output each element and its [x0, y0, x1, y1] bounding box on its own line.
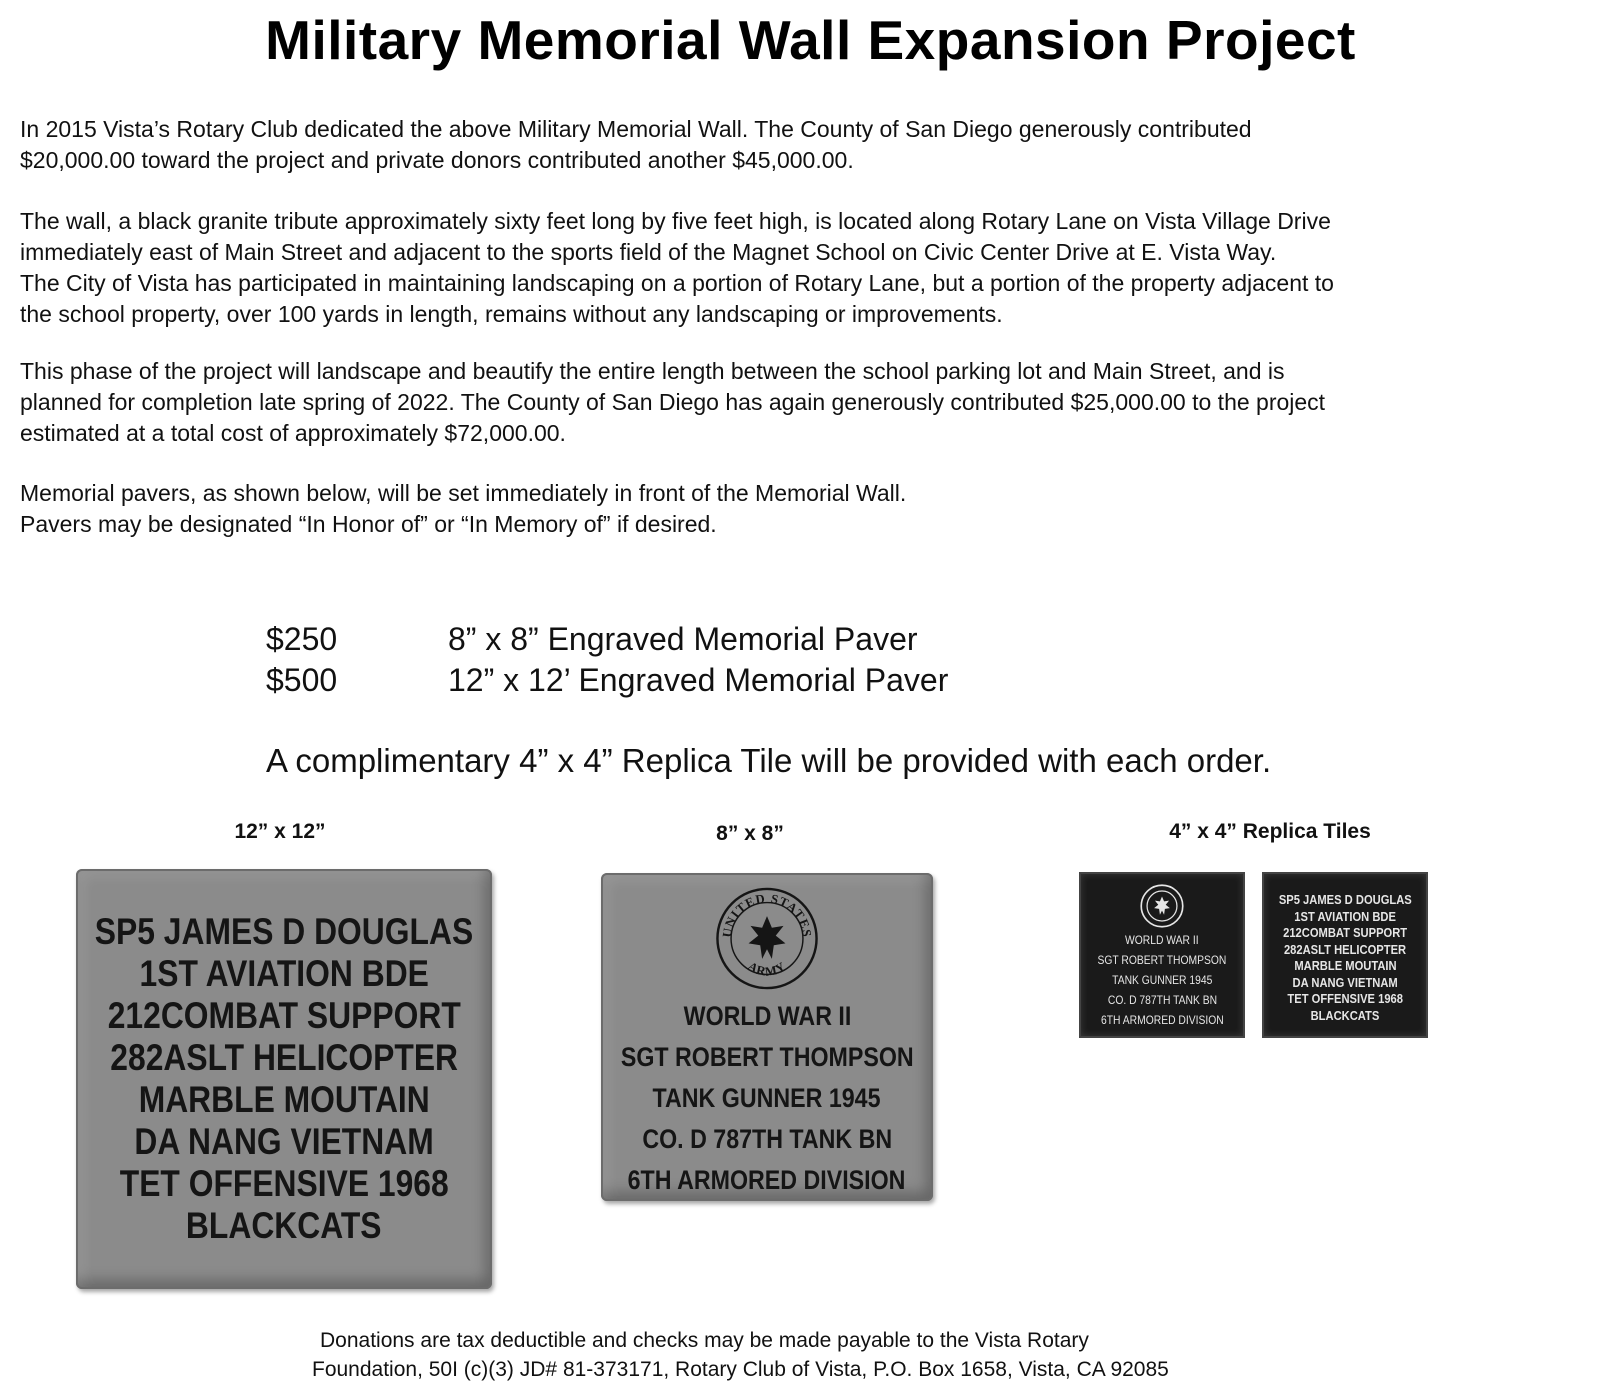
tile-line: 282ASLT HELICOPTER: [1283, 941, 1407, 957]
paver-line: CO. D 787TH TANK BN: [642, 1124, 892, 1154]
paver-line: 1ST AVIATION BDE: [139, 953, 429, 994]
paver-line: WORLD WAR II: [683, 1001, 851, 1031]
paver-line: 212COMBAT SUPPORT: [107, 995, 461, 1036]
footer-line: Foundation, 50I (c)(3) JD# 81-373171, Rotary Club of Vista, P.O. Box 1658, Vista, CA 92085: [312, 1358, 1169, 1381]
tile-line: TET OFFENSIVE 1968: [1287, 991, 1403, 1006]
paragraph-line: planned for completion late spring of 2022. The County of San Diego has again generously contributed $25,000.00 to the project: [20, 389, 1326, 415]
tile-line: TANK GUNNER 1945: [1111, 973, 1213, 987]
price-row-250: [266, 621, 918, 658]
paragraph-phase: [20, 356, 1610, 449]
paragraph-line: The City of Vista has participated in maintaining landscaping on a portion of Rotary Lane, but a portion of the property adjacent to: [20, 270, 1334, 296]
tile-line: BLACKCATS: [1310, 1007, 1380, 1023]
tile-line: DA NANG VIETNAM: [1292, 974, 1398, 990]
paver-line: 6TH ARMORED DIVISION: [628, 1165, 906, 1195]
price-item: 8” x 8” Engraved Memorial Paver: [448, 621, 918, 657]
paver-line: SGT ROBERT THOMPSON: [620, 1042, 914, 1072]
tile-line: SP5 JAMES D DOUGLAS: [1278, 892, 1412, 907]
seal-text-bottom: ARMY: [745, 958, 789, 980]
paragraph-line: estimated at a total cost of approximately $72,000.00.: [20, 420, 566, 446]
price-amount: $500: [266, 662, 338, 698]
svg-text:ARMY: [745, 959, 788, 979]
paragraph-line: Memorial pavers, as shown below, will be set immediately in front of the Memorial Wall.: [20, 480, 907, 506]
paver-line: BLACKCATS: [186, 1205, 382, 1246]
replica-tile-douglas: [1262, 872, 1428, 1038]
paver-line: SP5 JAMES D DOUGLAS: [94, 911, 474, 952]
caption-12x12: 12” x 12”: [234, 820, 326, 843]
paragraph-pavers: [20, 478, 1610, 540]
paragraph-line: In 2015 Vista’s Rotary Club dedicated the above Military Memorial Wall. The County of San Diego generously contributed: [20, 116, 1252, 142]
paver-line: MARBLE MOUTAIN: [138, 1079, 430, 1120]
paragraph-line: immediately east of Main Street and adjacent to the sports field of the Magnet School on Civic Center Drive at E. Vista Way.: [20, 239, 1277, 265]
caption-replica-tiles: 4” x 4” Replica Tiles: [1169, 820, 1371, 843]
paragraph-intro: [20, 114, 1610, 176]
price-amount: $250: [266, 621, 338, 657]
tile-line: 6TH ARMORED DIVISION: [1100, 1013, 1224, 1027]
tile-line: 1ST AVIATION BDE: [1294, 908, 1396, 924]
tile-line: 212COMBAT SUPPORT: [1282, 925, 1408, 940]
page-title: Military Memorial Wall Expansion Project: [265, 9, 1356, 71]
paragraph-line: This phase of the project will landscape and beautify the entire length between the school parking lot and Main Street, and is: [20, 358, 1285, 384]
army-seal-icon: [714, 887, 820, 990]
paver-8x8: [601, 873, 933, 1201]
tile-line: SGT ROBERT THOMPSON: [1097, 953, 1227, 967]
army-seal-icon: [1140, 884, 1184, 928]
paver-line: TET OFFENSIVE 1968: [119, 1163, 449, 1204]
paragraph-wall-description: [20, 206, 1610, 330]
caption-8x8: 8” x 8”: [716, 822, 784, 845]
paragraph-line: Pavers may be designated “In Honor of” or “In Memory of” if desired.: [20, 511, 717, 537]
paver-line: TANK GUNNER 1945: [653, 1083, 881, 1113]
paragraph-line: the school property, over 100 yards in length, remains without any landscaping or improvements.: [20, 301, 1003, 327]
tile-line: CO. D 787TH TANK BN: [1107, 993, 1217, 1007]
tile-line: MARBLE MOUTAIN: [1293, 958, 1397, 973]
seal-text-top: UNITED STATES: [719, 891, 815, 939]
paragraph-line: $20,000.00 toward the project and private donors contributed another $45,000.00.: [20, 147, 854, 173]
complimentary-note: A complimentary 4” x 4” Replica Tile will be provided with each order.: [266, 742, 1272, 779]
paver-12x12: [76, 869, 492, 1289]
footer-line: Donations are tax deductible and checks may be made payable to the Vista Rotary: [320, 1329, 1089, 1352]
price-item: 12” x 12’ Engraved Memorial Paver: [448, 662, 949, 698]
paragraph-line: The wall, a black granite tribute approximately sixty feet long by five feet high, is located along Rotary Lane on Vista Village Drive: [20, 208, 1331, 234]
tile-line: WORLD WAR II: [1125, 933, 1199, 947]
paver-line: 282ASLT HELICOPTER: [110, 1037, 458, 1078]
replica-tile-world-war-ii: [1079, 872, 1245, 1038]
price-row-500: [266, 662, 948, 699]
paver-line: DA NANG VIETNAM: [134, 1121, 434, 1162]
